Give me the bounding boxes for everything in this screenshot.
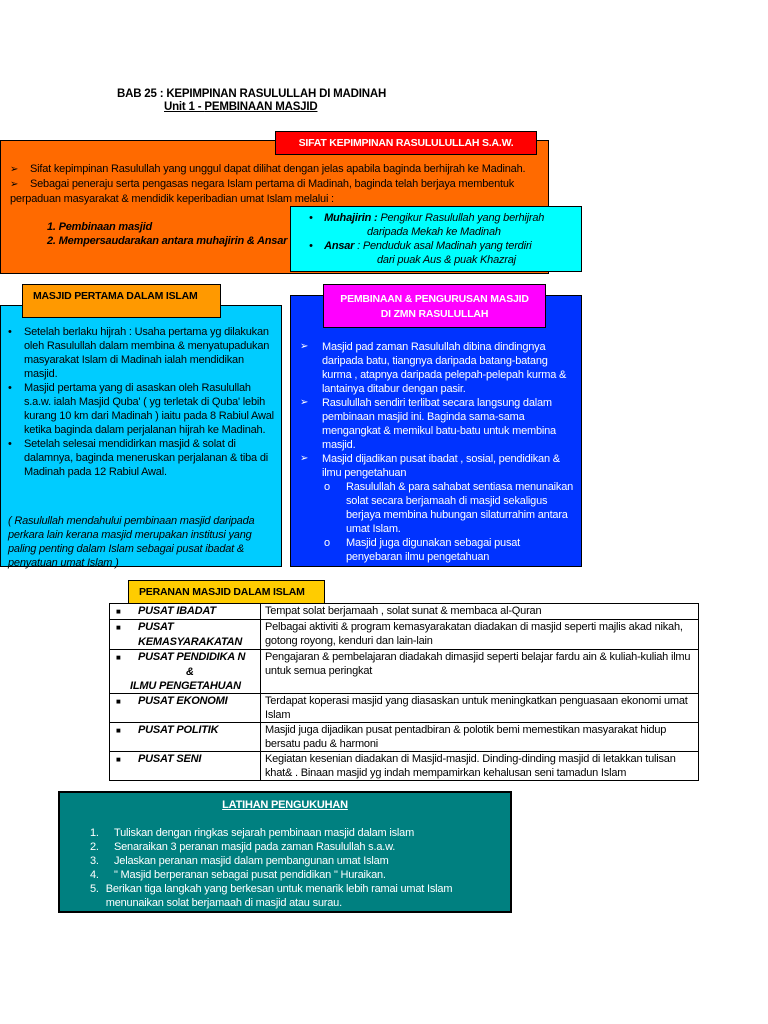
role-name: PUSAT [138, 621, 174, 633]
unit-name: PEMBINAAN MASJID [204, 101, 318, 113]
table-key-cell [110, 694, 261, 723]
unit-prefix: Unit 1 - [164, 101, 205, 113]
list-item-text: Tuliskan dengan ringkas sejarah pembinaan masjid dalam islam [114, 827, 415, 839]
unit-title [164, 101, 317, 113]
role-name-cont: & [186, 666, 194, 678]
table-row [110, 694, 699, 723]
arrow-bullet-icon: ➢ [300, 341, 309, 352]
list-item [90, 868, 490, 882]
pembinaan-heading-line: DI ZMN RASULULLAH [380, 308, 489, 320]
table-key-cell [110, 620, 261, 650]
definitions-box [290, 206, 582, 272]
bullet-icon: • [309, 212, 325, 224]
table-key-cell [110, 650, 261, 694]
definition-desc: : Penduduk asal Madinah yang terdiri [354, 240, 532, 252]
list-item-text: Senaraikan 3 peranan masjid pada zaman Rasulullah s.a.w. [114, 841, 396, 853]
arrow-bullet-icon: ➢ [300, 397, 309, 408]
item-number: 1. [90, 827, 99, 839]
table-value-cell: Terdapat koperasi masjid yang diasaskan untuk meningkatkan penguasaan ekonomi umat Islam [261, 694, 699, 723]
list-item-text: Masjid pertama yang di asaskan oleh Rasulullah s.a.w. ialah Masjid Quba' ( yg terletak di Quba' lebih kurang 10 km dari Madinah ) iaitu pada 8 Rabiul Awal ketika baginda dalam perjalanan hijrah ke Madinah. [24, 382, 274, 436]
role-name: PUSAT IBADAT [138, 605, 216, 617]
list-item-text: Jelaskan peranan masjid dalam pembangunan umat Islam [114, 855, 389, 867]
list-item-text: Rasulullah & para sahabat sentiasa menunaikan solat secara berjamaah di masjid sekaligus berjaya membina hubungan silaturrahim antara umat Islam. [346, 481, 574, 535]
sifat-numbered-item: 1. Pembinaan masjid [47, 221, 153, 233]
list-item-text: Setelah selesai mendidirkan masjid & solat di dalamnya, baginda meneruskan perjalanan & tiba di Madinah pada 12 Rabiul Awal. [24, 438, 268, 478]
list-item-text: Masjid juga digunakan sebagai pusat penyebaran ilmu pengetahuan [346, 537, 521, 563]
list-item [90, 882, 490, 910]
bullet-icon: • [8, 438, 12, 450]
list-item-text: Rasulullah sendiri terlibat secara langsung dalam pembinaan masjid ini. Baginda sama-sama mengangkat & memikul batu-batu untuk membina masjid. [322, 397, 556, 451]
arrow-bullet-icon: ➢ [10, 179, 19, 190]
table-value-cell: Tempat solat berjamaah , solat sunat & membaca al-Quran [261, 604, 699, 620]
list-item [90, 854, 490, 868]
role-name-cont: KEMASYARAKATAN [138, 636, 243, 648]
sifat-numbered-item: 2. Mempersaudarakan antara muhajirin & Ansar [47, 235, 288, 247]
square-bullet-icon: ■ [116, 607, 121, 616]
sub-list-item [300, 480, 576, 536]
bullet-icon: • [8, 382, 12, 394]
table-value-cell: Pengajaran & pembelajaran diadakah dimasjid seperti belajar fardu ain & kuliah-kuliah ilmu untuk semua peringkat [261, 650, 699, 694]
list-item [8, 325, 276, 381]
role-name: PUSAT EKONOMI [138, 695, 228, 707]
page-title: BAB 25 : KEPIMPINAN RASULULLAH DI MADINAH [117, 88, 387, 100]
square-bullet-icon: ■ [116, 697, 121, 706]
list-item [8, 437, 276, 479]
list-item-text: Masjid dijadikan pusat ibadat , sosial, pendidikan & ilmu pengetahuan [322, 453, 560, 479]
pembinaan-heading-line: PEMBINAAN & PENGURUSAN MASJID [340, 293, 529, 305]
sifat-point-2 [10, 177, 540, 206]
square-bullet-icon: ■ [116, 755, 121, 764]
definition-desc-cont: dari puak Aus & puak Khazraj [377, 254, 516, 266]
circle-bullet-icon: o [324, 481, 330, 493]
bullet-icon: • [309, 240, 325, 252]
role-name: PUSAT POLITIK [138, 724, 219, 736]
table-row [110, 723, 699, 752]
square-bullet-icon: ■ [116, 623, 121, 632]
list-item [300, 452, 576, 480]
sifat-point-text: Sifat kepimpinan Rasulullah yang unggul dapat dilihat dengan jelas apabila baginda berhijrah ke Madinah. [30, 163, 526, 175]
table-value-cell: Pelbagai aktiviti & program kemasyarakatan diadakan di masjid seperti majlis akad nikah, gotong royong, kenduri dan lain-lain [261, 620, 699, 650]
table-key-cell [110, 723, 261, 752]
list-item [90, 826, 490, 840]
arrow-bullet-icon: ➢ [300, 453, 309, 464]
table-value-cell: Masjid juga dijadikan pusat pentadbiran & polotik bemi memestikan masyarakat hidup bersatu padu & harmoni [261, 723, 699, 752]
bullet-icon: • [8, 326, 12, 338]
square-bullet-icon: ■ [116, 653, 121, 662]
list-item [300, 396, 576, 452]
table-row [110, 650, 699, 694]
definition-desc-cont: daripada Mekah ke Madinah [367, 226, 501, 238]
square-bullet-icon: ■ [116, 726, 121, 735]
list-item-text: Berikan tiga langkah yang berkesan untuk menarik lebih ramai umat Islam menunaikan solat berjamaah di masjid atau surau. [105, 883, 453, 909]
table-row [110, 604, 699, 620]
item-number: 2. [90, 841, 99, 853]
table-value-cell: Kegiatan kesenian diadakan di Masjid-masjid. Dinding-dinding masjid di letakkan tulisan khat& . Binaan masjid yg indah mempamirkan kehalusan seni tamadun Islam [261, 752, 699, 781]
definition-desc: Pengikur Rasulullah yang berhijrah [377, 212, 545, 224]
list-item-text: Setelah berlaku hijrah : Usaha pertama yg dilakukan oleh Rasulullah dalam membina & menyatupadukan masyarakat Islam di Madinah ialah mendidikan masjid. [24, 326, 270, 380]
pembinaan-heading [323, 284, 546, 328]
list-item [90, 840, 490, 854]
pembinaan-points [300, 340, 576, 564]
masjid-pertama-heading: MASJID PERTAMA DALAM ISLAM [22, 284, 221, 318]
definition-muhajirin [309, 211, 575, 239]
masjid-pertama-points [8, 325, 276, 479]
list-item [8, 381, 276, 437]
role-name-cont: ILMU PENGETAHUAN [130, 680, 241, 692]
circle-bullet-icon: o [324, 537, 330, 549]
sub-list-item [300, 536, 576, 564]
table-key-cell [110, 752, 261, 781]
definition-term: Ansar [324, 240, 355, 252]
role-name: PUSAT SENI [138, 753, 202, 765]
peranan-table [109, 603, 699, 781]
item-number: 3. [90, 855, 99, 867]
table-row [110, 752, 699, 781]
definition-term: Muhajirin : [324, 212, 378, 224]
sifat-heading: SIFAT KEPIMPINAN RASULULULLAH S.A.W. [275, 131, 537, 155]
sifat-point-1 [10, 162, 540, 177]
masjid-pertama-note: ( Rasulullah mendahului pembinaan masjid daripada perkara lain kerana masjid merupakan institusi yang paling penting dalam Islam sebagai pusat ibadat & penyatuan umat Islam ) [8, 515, 255, 569]
list-item [300, 340, 576, 396]
arrow-bullet-icon: ➢ [10, 164, 19, 175]
item-number: 4. [90, 869, 99, 881]
table-key-cell [110, 604, 261, 620]
peranan-heading: PERANAN MASJID DALAM ISLAM [128, 580, 325, 604]
item-number: 5. [90, 883, 99, 895]
list-item-text: " Masjid berperanan sebagai pusat pendidikan " Huraikan. [114, 869, 386, 881]
list-item-text: Masjid pad zaman Rasulullah dibina dindingnya daripada batu, tiangnya daripada batang-batang kurma , atapnya daripada pelepah-pelepah kurma & lantainya ditabur dengan pasir. [322, 341, 567, 395]
sifat-numbered-list [47, 220, 287, 248]
sifat-point-text: Sebagai peneraju serta pengasas negara Islam pertama di Madinah, baginda telah berjaya membentuk perpaduan masyarakat & mendidik keperibadian umat Islam melalui : [10, 178, 515, 205]
definition-ansar [309, 239, 575, 267]
latihan-list [90, 826, 490, 910]
latihan-heading: LATIHAN PENGUKUHAN [222, 799, 348, 811]
role-name: PUSAT PENDIDIKA N [138, 651, 246, 663]
table-row [110, 620, 699, 650]
